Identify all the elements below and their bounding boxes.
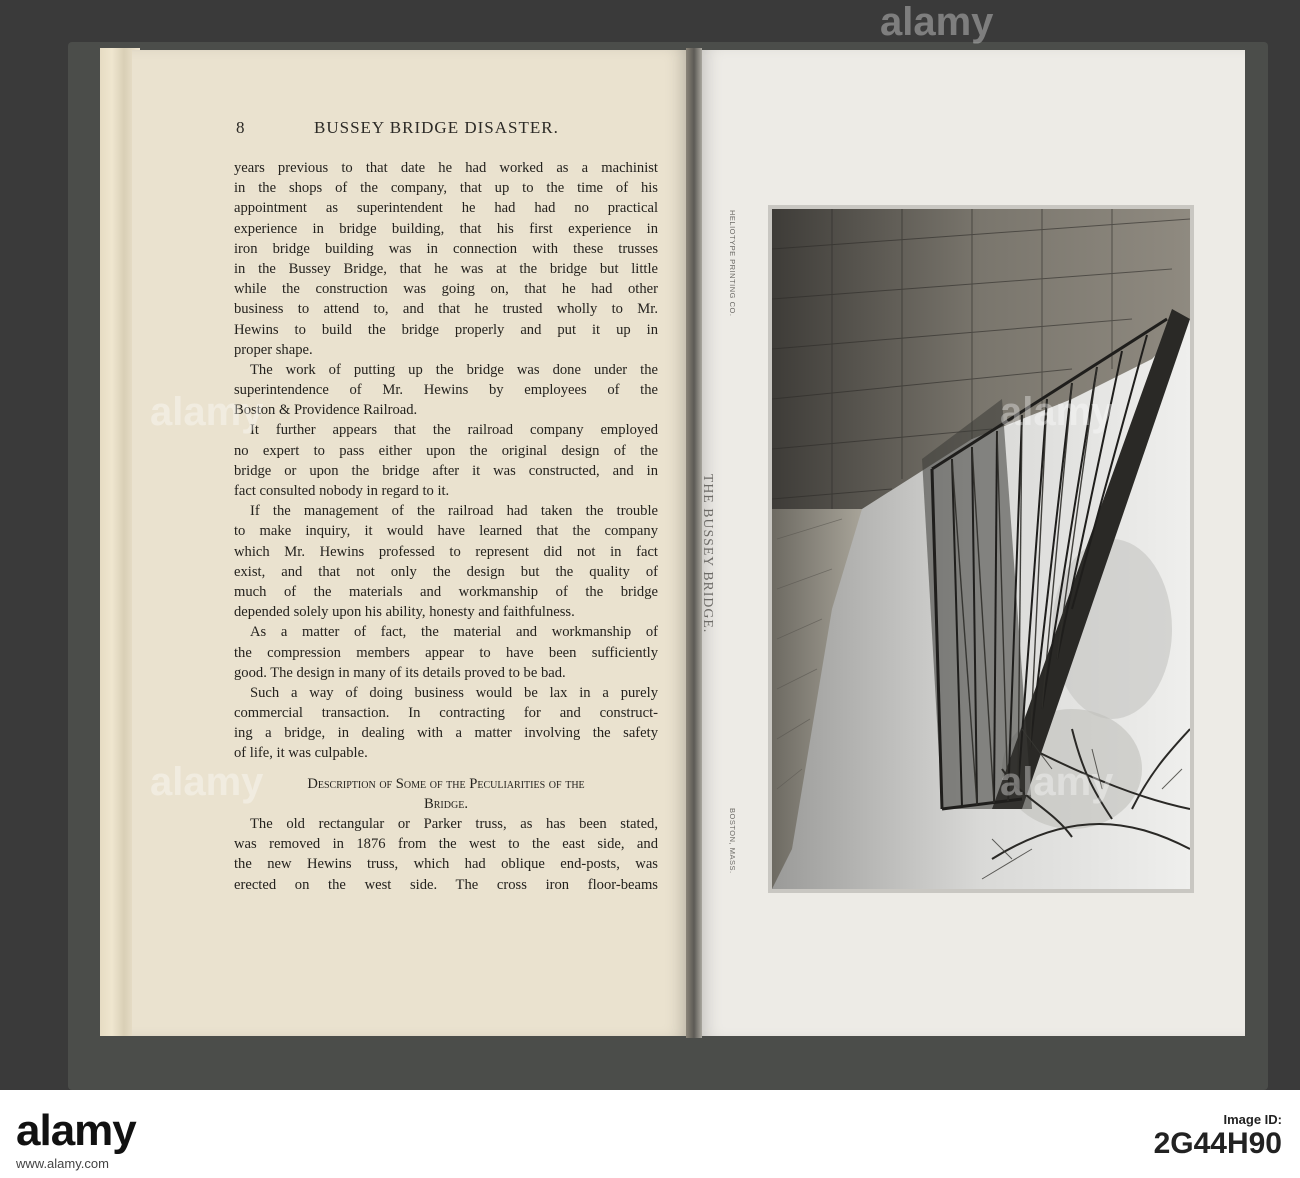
plate-title: THE BUSSEY BRIDGE.	[701, 474, 716, 634]
watermark: alamy	[1000, 760, 1114, 804]
text-line: bridge or upon the bridge after it was constructed, and in	[234, 462, 658, 479]
place-credit: BOSTON, MASS.	[728, 808, 737, 874]
text-line: experience in bridge building, that his first experience in	[234, 220, 658, 237]
text-line: If the management of the railroad had taken the trouble	[250, 503, 658, 520]
text-line: As a matter of fact, the material and workmanship of	[250, 624, 658, 641]
text-line: years previous to that date he had worked as a machinist	[234, 160, 658, 176]
text-line: while the construction was going on, that he had other	[234, 281, 658, 298]
text-line: Such a way of doing business would be lax in a purely	[250, 684, 658, 701]
text-line: in the shops of the company, that up to the time of his	[234, 180, 658, 197]
text-line: proper shape.	[234, 341, 313, 358]
bridge-photo-illustration	[772, 209, 1190, 889]
text-line: was removed in 1876 from the west to the east side, and	[234, 836, 658, 853]
text-line: The work of putting up the bridge was done under the	[250, 361, 658, 378]
text-line: the compression members appear to have been sufficiently	[234, 644, 658, 661]
image-id-label: Image ID:	[1223, 1112, 1282, 1127]
text-line: no expert to pass either upon the original design of the	[234, 442, 658, 459]
running-head	[232, 118, 662, 142]
watermark: alamy	[150, 390, 264, 434]
text-line: depended solely upon his ability, honesty and faithfulness.	[234, 604, 575, 621]
text-line: the new Hewins truss, which had oblique end-posts, was	[234, 856, 658, 873]
text-line: exist, and that not only the design but the quality of	[234, 563, 658, 580]
text-line: superintendence of Mr. Hewins by employees of the	[234, 382, 658, 399]
text-line: which Mr. Hewins professed to represent did not in fact	[234, 543, 658, 560]
text-line: iron bridge building was in connection with these trusses	[234, 240, 658, 257]
watermark: alamy	[1000, 390, 1114, 434]
text-line: much of the materials and workmanship of the bridge	[234, 583, 658, 600]
watermark: alamy	[150, 760, 264, 804]
text-line: to make inquiry, it would have learned that the company	[234, 523, 658, 540]
text-line: The old rectangular or Parker truss, as has been stated,	[250, 816, 658, 832]
bridge-photograph	[772, 209, 1190, 889]
site-url: www.alamy.com	[16, 1156, 109, 1171]
page-number: 8	[236, 118, 245, 137]
text-line: Boston & Providence Railroad.	[234, 402, 418, 419]
text-line: good. The design in many of its details proved to be bad.	[234, 664, 566, 681]
printer-credit: HELIOTYPE PRINTING CO.	[728, 210, 737, 317]
text-line: erected on the west side. The cross iron floor-beams	[234, 876, 658, 893]
text-line: appointment as superintendent he had had no practical	[234, 200, 658, 217]
text-line: business to attend to, and that he trusted wholly to Mr.	[234, 301, 658, 318]
image-id: 2G44H90	[1153, 1127, 1282, 1160]
section-heading-cont: Bridge.	[424, 795, 468, 812]
text-line: Hewins to build the bridge properly and put it up in	[234, 321, 658, 338]
text-line: commercial transaction. In contracting for and construct-	[234, 705, 658, 722]
stock-footer	[0, 1090, 1300, 1178]
text-line: ing a bridge, in dealing with a matter involving the safety	[234, 725, 658, 742]
watermark: alamy	[880, 0, 994, 44]
running-head-title: BUSSEY BRIDGE DISASTER.	[314, 118, 559, 137]
section-heading: Description of Some of the Peculiarities of the	[307, 775, 585, 792]
text-line: It further appears that the railroad company employed	[250, 422, 658, 439]
body-text	[234, 158, 658, 895]
text-line: fact consulted nobody in regard to it.	[234, 483, 450, 499]
text-line: of life, it was culpable.	[234, 745, 368, 762]
alamy-logo: alamy	[16, 1106, 136, 1155]
image-id-block	[1154, 1112, 1282, 1161]
text-line: in the Bussey Bridge, that he was at the bridge but little	[234, 260, 658, 277]
